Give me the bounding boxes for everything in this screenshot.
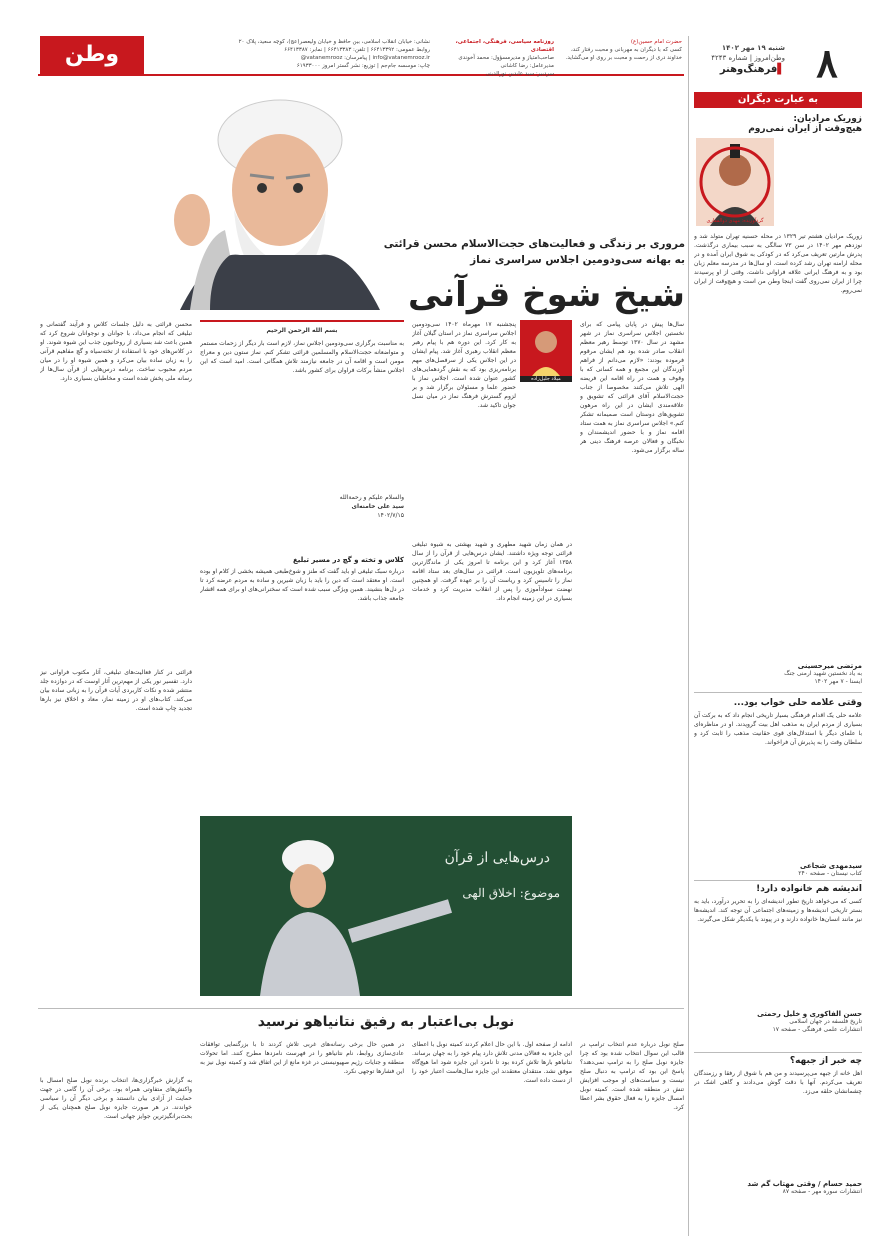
author-caption: گردآورنده: مهدی ذوالفقاری [706,218,764,224]
bottom-col3: در همین حال برخی رسانه‌های غربی تلاش کردند تا با بزرگنمایی توافقات عادی‌سازی روابط، نام نتانیاهو را در فهرست نامزدها مطرح کنند. اما تحولات منطقه و جنایات رژیم صهیونیستی در غزه مانع از این اتفاق شد و کمیته نوبل نیز به این فشارها توجهی نکرد. [200,1041,404,1075]
main-title: شیخ شوخ قرآنی [408,275,685,315]
sidebar-divider-1 [694,692,862,693]
sidebar-story1-title: زوریک مرادیان: [793,114,862,124]
main-subtitle: کلاس و تخته و گچ در مسیر تبلیغ [293,556,404,564]
sidebar-story3-body: کسی که می‌خواهد تاریخ تطور اندیشه‌ای را به تحریر درآورد، باید به بستر تاریخی اندیشه‌ها و زمینه‌های اجتماعی آن توجه کند. اندیشه‌ها نیز مانند انسان‌ها خانواده دارند و در پیوند با یکدیگر شکل می‌گیرند. [694,898,862,923]
main-col5: در همان زمان شهید مطهری و شهید بهشتی به شیوه تبلیغی قرائتی توجه ویژه داشتند. ایشان درس‌هایی از قرآن را از سال ۱۳۵۸ آغاز کرد و این برنامه تا امروز یکی از ماندگارترین برنامه‌های تلویزیون است. قرائتی در سال‌های بعد ستاد اقامه نماز را تاسیس کرد و ریاست آن را بر عهده گرفت. او همچنین نهضت سوادآموزی را پس از انقلاب مدیریت کرد و خدمات بسیاری در این زمینه انجام داد. [412,541,572,602]
sidebar-story2 [694,698,862,878]
leader-message-name: سید علی خامنه‌ای [351,503,404,510]
sidebar-section-label: به عبارت دیگران [694,92,862,108]
sidebar-story2-name: سیدمهدی شجاعی [799,862,862,870]
masthead-credits [434,38,554,78]
chalkboard-scene-icon [200,816,572,996]
sidebar-story4-title: چه خبر از جبهه؟ [789,1056,862,1066]
main-col2-box [412,320,572,530]
main-col4: محسن قرائتی به دلیل جلسات کلاس و فرآیند گفتمانی و تبلیغی که انجام می‌داد، با جوانان و نوجوانان شروع کرد که همین باعث شد بسیاری از روحانیون جذب این شیوه شوند. او در کلاس‌های خود با استفاده از تخته‌سیاه و گچ مفاهیم قرآنی را به زبان ساده بیان می‌کرد و همین شیوه او را در میان مردم محبوب ساخت. برنامه درس‌هایی از قرآن سال‌ها از رسانه ملی پخش شده است و مخاطبان بسیاری دارد. [40,321,192,382]
masthead-phones: روابط عمومی: ۶۶۴۱۳۳۹۲ | تلفن: ۶۶۴۱۳۳۸۳ | نمابر: ۶۶۴۱۳۳۸۷ [284,47,430,53]
author-portrait-icon [696,138,774,226]
sidebar-story3-publisher: انتشارات علمی فرهنگی - صفحه ۱۷ [772,1026,862,1033]
masthead-printer: چاپ: موسسه جام‌جم | توزیع: نشر گستر امروز ۶۱۹۳۳۰۰۰ [296,63,430,69]
masthead-quote [558,38,682,62]
sidebar-story1-body: زوریک مرادیان هشتم تیر ۱۳۲۹ در محله حسنیه تهران متولد شد و نوزدهم مهر ۱۴۰۲ در سن ۷۳ سالگی به سبب بیماری درگذشت. پدرش مارتین تعریف می‌کرد که در کودکی به شوق ایران آمده و در محله ارامنه تهران رشد کرده است. او سال‌ها در مدرسه معلم زبان بود و به فرهنگ ایرانی علاقه فراوانی داشت. وقتی از او پرسیدند چرا از ایران نمی‌روی گفت اینجا وطن من است و هیچ‌وقت از ایران نمی‌روم. [694,233,862,294]
leader-message-body: به مناسبت برگزاری سی‌ودومین اجلاس نماز، لازم است بار دیگر از زحمات مستمر و متواضعانه حجت‌الاسلام والمسلمین قرائتی تشکر کنم. نماز ستون دین و معراج مومن است و اقامه آن در جامعه نیازمند تلاش همگانی است. امید است که این اجلاس منشأ برکات فراوان برای کشور باشد. [200,340,404,374]
cleric-portrait-icon [130,80,390,310]
sidebar-divider-2 [694,880,862,881]
sidebar-story1-source: به یاد نخستین شهید ارمنی جنگ [784,670,862,677]
author-photo [696,138,774,226]
masthead-address [150,38,430,70]
main-col1: سال‌ها پیش در پایان پیامی که برای نخستین اجلاس سراسری نماز در شهر مشهد در سال ۱۳۷۰ توسط رهبر معظم انقلاب صادر شده بود هم ایشان مرقوم فرموده بودند: «لازم می‌دانم از فراهم آورندگان این مجمع و همه کسانی که با وقوف و همت در راه اقامه این فریضه الهی تلاش می‌کنند مخصوصا از جناب حجت‌الاسلام آقای قرائتی که تشویق و علاقه‌مندی ایشان در این راه مرهون تشویق‌های دوستان است صمیمانه تشکر کنم.» اجلاس سراسری نماز به همت ستاد اقامه نماز و با حضور اندیشمندان و نخبگان و فعالان عرصه فرهنگ دینی هر ساله برگزار می‌شود. [580,321,684,454]
sidebar-story1-intro [778,138,862,228]
masthead-email: info@vatanemrooz.ir | پیامرسان: vatanemrooz@ [300,55,430,61]
page-number [792,40,862,90]
reporter-portrait-icon [520,320,572,382]
bottom-divider [38,1008,684,1009]
masthead [38,36,684,105]
page-number-text: ۸ [816,40,838,87]
masthead-address-line: نشانی: خیابان انقلاب اسلامی، بین حافظ و خیابان ولیعصر(عج)، کوچه سعید، پلاک ۲۰ [238,39,430,45]
main-col2: پنجشنبه ۱۷ مهرماه ۱۴۰۲ سی‌ودومین اجلاس سراسری نماز در استان گیلان آغاز به کار کرد. این دوره هم با پیام رهبر معظم انقلاب رهبری آغاز شد. پیام ایشان در این اجلاس یکی از سرفصل‌های مهم برنامه‌ریزی بود که به نقش گردهمایی‌های کشور عنوان شده است. اجلاس نماز با حضور علما و مسئولان برگزار شد و بر لزوم گسترش فرهنگ نماز در میان نسل جوان تاکید شد. [412,321,516,409]
main-kicker2: به بهانه سی‌ودومین اجلاس سراسری نماز [470,254,685,266]
sidebar-story1 [694,114,862,686]
sidebar-story3-source: تاریخ فلسفه در جهان اسلامی [789,1018,862,1025]
main-kicker: مروری بر زندگی و فعالیت‌های حجت‌الاسلام محسن قرائتی [383,238,685,250]
sidebar-story3-title: اندیشه هم خانواده دارد! [756,884,862,894]
sidebar-story4 [694,1056,862,1196]
sidebar-story3 [694,884,862,1034]
main-headline-block [380,236,685,318]
masthead-editor: سردبیر: سید عابدین نورالدینی [485,71,554,77]
sidebar-story1-subtitle: هیچ‌وقت از ایران نمی‌روم [748,124,862,134]
reporter-photo [520,320,572,382]
sidebar-story4-body: اهل خانه از جبهه می‌پرسیدند و من هم با شوق از رفقا و رزمندگان تعریف می‌کردم. آنها با دقت گوش می‌دادند و گاهی اشک در چشمانشان حلقه می‌زد. [694,1070,862,1095]
section-tag-label: فرهنگ‌وهنر [719,64,778,75]
reporter-name: میلاد جلیل‌زاده [520,376,572,382]
main-col7: قرائتی در کنار فعالیت‌های تبلیغی، آثار مکتوب فراوانی نیز دارد. تفسیر نور یکی از مهم‌ترین آثار اوست که در دوازده جلد منتشر شده و نکات کاربردی آیات قرآن را به زبانی ساده بیان می‌کند. کتاب‌های او در زمینه نماز، معاد و اخلاق نیز بارها تجدید چاپ شده است. [40,669,192,712]
main-col6-box [200,556,404,806]
sidebar-story3-name: حسن الفاکوری و خلیل رحمتی [757,1010,862,1018]
leader-message-opening: بسم الله الرحمن الرحیم [266,327,338,334]
portrait-illustration [130,80,390,310]
section-bar-icon: ▌ [777,64,785,75]
leader-message-date: ۱۴۰۲/۷/۱۵ [377,512,404,519]
sidebar-story1-date: ایسنا - ۷ مهر ۱۴۰۲ [814,678,862,685]
chalkboard-line2: موضوع: اخلاق الهی [462,886,560,900]
chalkboard-photo [200,816,572,996]
section-tag [695,64,785,75]
chalkboard-line1: درس‌هایی از قرآن [444,850,550,866]
bottom-title: نوبل بی‌اعتبار به رفیق نتانیاهو نرسید [257,1014,515,1030]
sidebar-story2-source: کتاب نیستان - صفحه ۲۴۰ [798,870,862,877]
issue-number: وطن‌امروز | شماره ۴۲۴۳ [711,54,785,62]
column-divider [688,36,689,1236]
newspaper-logo: وطن امروز [40,36,144,74]
sidebar-story1-name: مرتضی میرحسینی [797,662,862,670]
sidebar-story2-body: علامه حلی یک اقدام فرهنگی بسیار تاریخی انجام داد که به برکت آن بسیاری از مردم ایران به مذهب اهل بیت گرویدند. او در مناظره‌ای با علمای دیگر با استدلال‌های قوی حقانیت مذهب را ثابت کرد و سلطان وقت را به پذیرش آن فراخواند. [694,712,862,746]
quote-text: کسی که با دیگران به مهربانی و محبت رفتار کند، خداوند دری از رحمت و محبت بر روی او می‌گشاید. [565,47,682,61]
bottom-col1: صلح نوبل درباره عدم انتخاب ترامپ در قالب این سوال انتخاب شده بود که چرا جایزه نوبل صلح را به ترامپ نمی‌دهند؟ پاسخ این بود که ترامپ به دنبال صلح نیست و سیاست‌های او موجب افزایش تنش در منطقه شده است. کمیته نوبل امسال جایزه را به فعال حقوق بشر اعطا کرد. [580,1041,684,1111]
masthead-owner: صاحب‌امتیاز و مدیرمسؤول: محمد آخوندی [458,55,554,61]
sidebar-divider-3 [694,1052,862,1053]
main-col6: درباره سبک تبلیغی او باید گفت که طنز و شوخ‌طبعی همیشه بخشی از کلام او بوده است. او معتقد است که دین را باید با زبان شیرین و ساده به مردم عرضه کرد تا در دل‌ها بنشیند. همین ویژگی سبب شده است که سخنرانی‌های او برای همه اقشار جامعه جذاب باشد. [200,568,404,602]
bottom-col2: ادامه از صفحه اول. با این حال اعلام کردند کمیته نوبل با اعطای این جایزه به فعالان مدنی تلاش دارد پیام خود را به جهان برساند. نتانیاهو بارها تلاش کرده بود تا نامزد این جایزه شود اما هیچ‌گاه موفق نشد. منتقدان معتقدند این جایزه سال‌هاست اعتبار خود را از دست داده است. [412,1041,572,1084]
issue-date: شنبه ۱۹ مهر ۱۴۰۲ [721,44,785,52]
leader-message-sign: والسلام علیکم و رحمة‌الله [339,494,404,501]
bottom-col4: به گزارش خبرگزاری‌ها، انتخاب برنده نوبل صلح امسال با واکنش‌های متفاوتی همراه بود. برخی آن را گامی در جهت حمایت از آزادی بیان دانستند و برخی دیگر آن را سیاسی خواندند. در هر صورت جایزه نوبل صلح همچنان یکی از بحث‌برانگیزترین جوایز جهانی است. [40,1077,192,1120]
sidebar-story4-name: حمید حسام / وقتی مهتاب گم شد [747,1180,862,1188]
quote-attribution: حضرت امام حسین(ع) [630,39,682,45]
masthead-type: روزنامه سیاسی، فرهنگی، اجتماعی، اقتصادی [455,39,554,53]
masthead-ceo: مدیرعامل: رضا کاشانی [500,63,554,69]
sidebar-story4-source: انتشارات سوره مهر - صفحه ۸۷ [782,1188,862,1195]
sidebar-story2-title: وقتی علامه حلی خواب بود... [733,698,862,708]
leader-message-box [200,320,404,550]
